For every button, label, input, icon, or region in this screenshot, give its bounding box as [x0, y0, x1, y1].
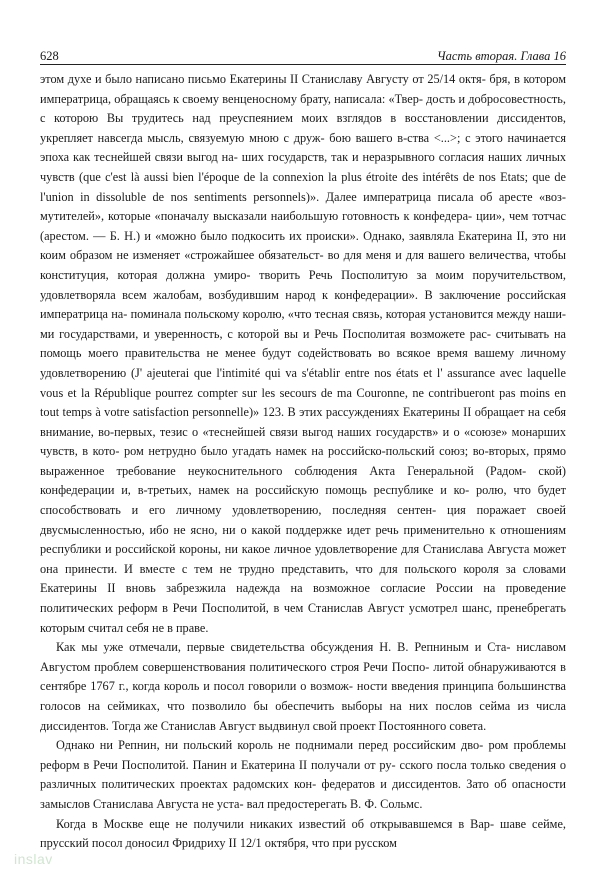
paragraph: [40, 638, 566, 736]
text-line: возбудившим народ к конфедерации». В заключение российская императрица на-: [40, 287, 566, 322]
text-line: В этих рассуждениях Екатерины II обращает на себя внимание, во-первых, тезис о: [40, 405, 566, 439]
text-line: ших государств, так и неразрывного согласия наших личных чувств (que c'est là aussi: [40, 150, 566, 184]
text-line: считывать на помощь моего правительства не менее будут содействовать во всякое: [40, 326, 567, 361]
text-line: Когда в Москве еще не получили никаких известий об открывавшемся в Вар-: [56, 816, 500, 831]
text-line: литой обнаруживаются в сентябре 1767 г., когда король и посол говорили о возмож-: [40, 659, 566, 694]
text-line: dissoluble de nos sentiments personnels)». Далее императрица писала об аресте «воз-: [96, 189, 566, 204]
running-head: Часть вторая. Глава 16: [436, 49, 566, 63]
text-line: ром проблемы реформ в Речи Посполитой. Панин и Екатерина II получали от ру-: [40, 738, 566, 772]
text-line: реформ в Речи Посполитой, в чем Станислав Август усмотрел шанс, пренебрегать: [117, 601, 566, 616]
paragraph: [40, 815, 566, 854]
text-line: вал предостерегать В. Ф. Сольмс.: [246, 796, 423, 811]
paragraph: [40, 70, 566, 638]
text-line: которым считал себя не в праве.: [40, 620, 209, 635]
text-line: nos états et l' assurance avec laquelle vous et la République pourrez compter sur les secours: [40, 365, 566, 400]
text-line: личное удовлетворение для Станислава Августа может она принести. И вместе с: [40, 542, 566, 576]
body-text: [40, 70, 566, 854]
text-line: ской) конфедерации и, в-третьих, намек на российскую помощь республике и ко-: [40, 463, 566, 498]
watermark: inslav: [14, 851, 53, 867]
text-line: этом духе и было написано письмо Екатерины II Станиславу Августу от 25/14 октя-: [40, 72, 490, 86]
text-line: bien l'époque de la connexion la plus étroite des intérêts de nos Etats; que de l'union in: [40, 169, 566, 204]
text-line: федератов и диссидентов. Зато об опасности замыслов Станислава Августа не уста-: [40, 777, 566, 811]
text-line: бою вашего в-ства <...>; с этого начинается эпоха как теснейшей связи выгод на-: [40, 130, 566, 165]
text-line: ролю, что будет способствовать и его личному удовлетворению, последняя сентен-: [40, 483, 566, 518]
text-line: речь применительно к отношениям республики и российской короны, ни какое: [40, 522, 566, 557]
text-line: сского посла только сведения о различных политических проектах радомских кон-: [40, 757, 567, 792]
text-line: время вашему личному удовлетворению (J' ajeuterai que l'intimité qui va s'établir entre: [40, 346, 566, 380]
text-line: ми государствами, и уверенность, с которой вы и Речь Посполитая возможете рас-: [40, 326, 496, 341]
text-line: дость и добросовестность, с которою Вы трудитесь над преуспеянием моих взглядов в: [40, 91, 566, 126]
text-line: во для меня и для вашего величества, чтобы конституция, которая должна умиро-: [40, 248, 566, 282]
text-line: восстановлении диссидентов, укрепляет навсегда мысль, связуемую мною с друж-: [40, 111, 567, 145]
text-line: обеспечить выборы на них послов сейма из числа диссидентов. Тогда же Станислав: [40, 699, 566, 733]
text-line: выраженное требование неукоснительного соблюдения Акта Генеральной (Радом-: [40, 463, 539, 478]
text-line: тем не трудно представить, что для польского короля за словами Екатерины II вновь: [40, 561, 566, 596]
text-line: ниславом Августом проблем совершенствования политического строя Речи Поспо-: [40, 640, 566, 674]
paragraph: [40, 736, 566, 814]
page-header: [40, 44, 566, 64]
text-line: поминала польскому королю, «что тесная связь, которая установится между наши-: [130, 307, 567, 322]
text-line: «теснейшей связи выгод наших государств» и о «союзе» монарших чувств, в кото-: [40, 424, 566, 459]
text-line: бря, в котором императрица, обращаясь к своему венценосному брату, написала: «Твер-: [40, 72, 566, 106]
page-number: 628: [40, 49, 59, 63]
text-line: Однако ни Репнин, ни польский король не поднимали перед российским дво-: [56, 738, 489, 753]
text-line: Август выдвинул свой проект Постоянного совета.: [218, 718, 487, 733]
text-line: ция поражает своей двусмысленностью, ибо не ясно, ни о какой поддержке идет: [40, 503, 566, 537]
text-line: творить Речь Посполитую за моим поручительством, удовлетворяла всем жалобам,: [40, 267, 566, 302]
text-line: ности введения принципа большинства голосов на сеймиках, что позволило бы: [40, 679, 566, 713]
text-line: ром нетрудно было угадать намек на российско-польский союз; во-вторых, прямо: [123, 444, 566, 459]
text-line: забрезжила надежда на возможное согласие России на проведение политических: [40, 581, 566, 616]
text-line: заявляла Екатерина II, это ни коим образом не изменяет «строжайшее обязательст-: [40, 228, 566, 263]
header-rule: [40, 64, 566, 65]
text-line: мутителей», которые «поначалу высказали наибольшую готовность к конфедера-: [40, 209, 477, 224]
text-line: de ma Couronne, ne contribueront pas moins en tout temps à votre satisfaction personnelle)» 123.: [40, 385, 566, 420]
text-line: шаве сейме, прусский посол доносил Фридриху II 12/1 октября, что при русском: [40, 816, 566, 851]
text-line: ции», чем тотчас (арестом. — Б. Н.) и «можно было подкосить их происки». Однако,: [40, 209, 566, 243]
text-line: Как мы уже отмечали, первые свидетельства обсуждения Н. В. Репниным и Ста-: [56, 640, 517, 655]
